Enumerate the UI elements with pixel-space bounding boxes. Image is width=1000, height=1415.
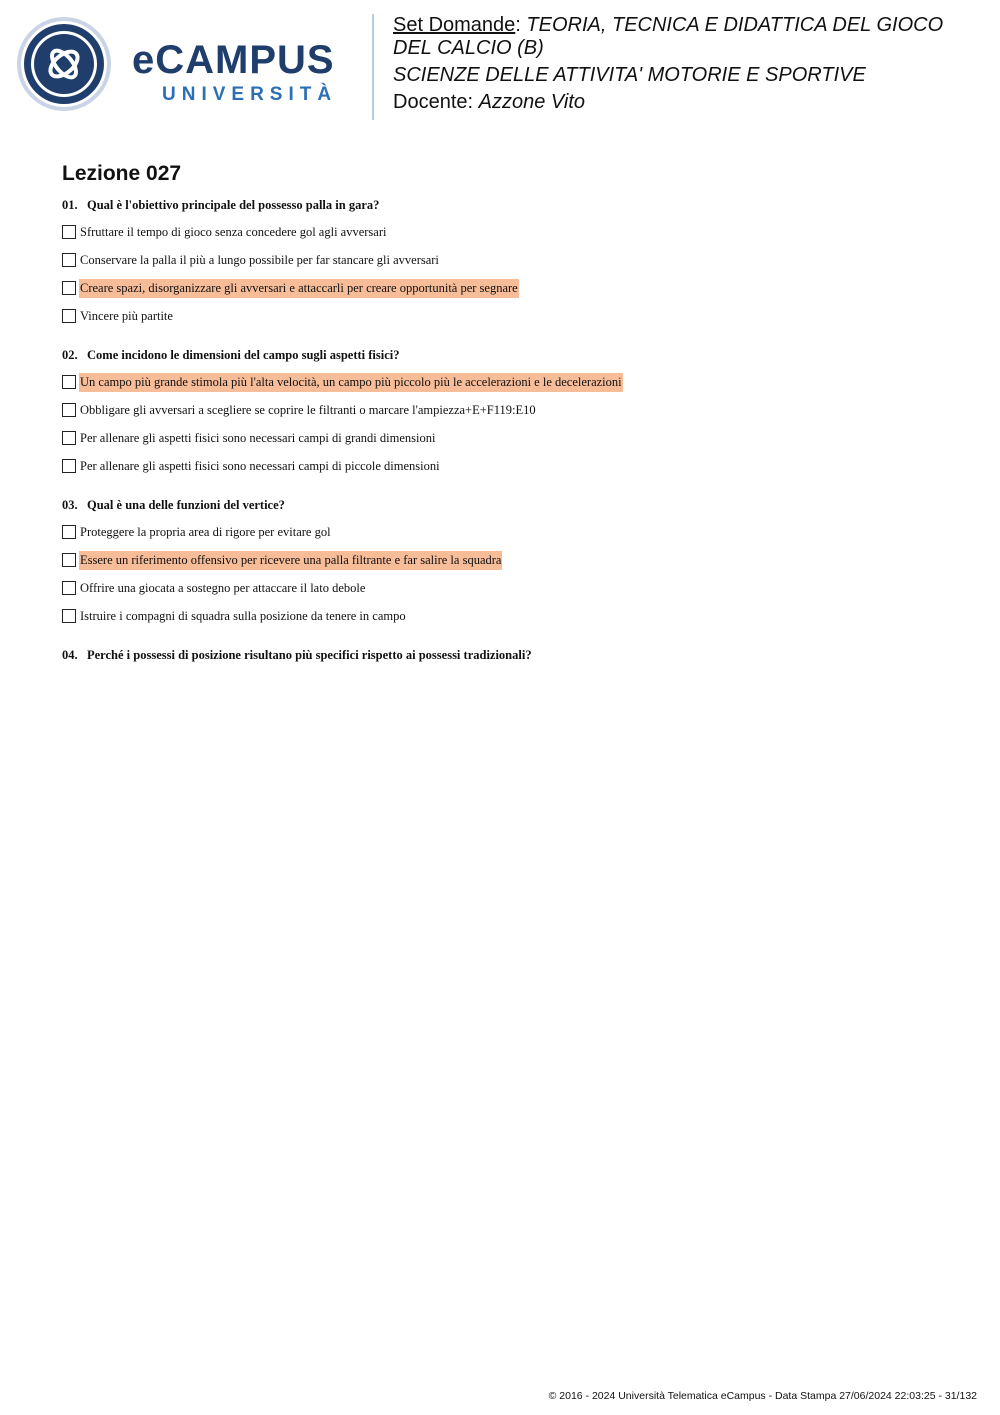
question-4 (62, 648, 962, 663)
question-1 (62, 198, 962, 326)
checkbox-icon[interactable] (62, 553, 76, 567)
question-number: 02. (62, 348, 78, 362)
page-header (0, 0, 1000, 130)
checkbox-icon[interactable] (62, 431, 76, 445)
answer-text-highlighted: Creare spazi, disorganizzare gli avversari e attaccarli per creare opportunità per segnare (79, 279, 519, 298)
answer-option[interactable] (62, 372, 962, 392)
set-title-row: Set Domande: TEORIA, TECNICA E DIDATTICA DEL GIOCO DEL CALCIO (B) (393, 14, 944, 59)
brand-logo (132, 40, 337, 106)
question-text: Qual è una delle funzioni del vertice? (87, 498, 285, 512)
question-title (62, 648, 962, 663)
page-footer: © 2016 - 2024 Università Telematica eCampus - Data Stampa 27/06/2024 22:03:25 - 31/132 (548, 1390, 977, 1402)
answer-text: Offrire una giocata a sostegno per attaccare il lato debole (80, 580, 366, 595)
lesson-title: Lezione 027 (62, 162, 182, 185)
quiz-content (62, 162, 962, 685)
answer-option[interactable] (62, 456, 962, 476)
answer-option[interactable] (62, 306, 962, 326)
answer-option[interactable] (62, 606, 962, 626)
checkbox-icon[interactable] (62, 309, 76, 323)
question-text: Come incidono le dimensioni del campo sugli aspetti fisici? (87, 348, 400, 362)
checkbox-icon[interactable] (62, 525, 76, 539)
question-title (62, 348, 962, 363)
checkbox-icon[interactable] (62, 225, 76, 239)
checkbox-icon[interactable] (62, 375, 76, 389)
question-title (62, 198, 962, 213)
ecampus-seal-icon (16, 16, 112, 112)
question-3 (62, 498, 962, 626)
question-text: Perché i possessi di posizione risultano più specifici rispetto ai possessi tradizionali? (87, 648, 532, 662)
answer-option[interactable] (62, 428, 962, 448)
answer-text: Sfruttare il tempo di gioco senza concedere gol agli avversari (80, 224, 387, 239)
teacher-name: Azzone Vito (478, 91, 585, 113)
answer-option[interactable] (62, 222, 962, 242)
question-list (62, 198, 962, 663)
answer-text: Per allenare gli aspetti fisici sono necessari campi di piccole dimensioni (80, 458, 440, 473)
answer-option[interactable] (62, 400, 962, 420)
question-title (62, 498, 962, 513)
question-2 (62, 348, 962, 476)
question-number: 04. (62, 648, 78, 662)
answer-text-highlighted: Essere un riferimento offensivo per ricevere una palla filtrante e far salire la squadra (79, 551, 502, 570)
set-label: Set Domande (393, 14, 516, 36)
course-row (393, 64, 983, 87)
question-text: Qual è l'obiettivo principale del possesso palla in gara? (87, 198, 380, 212)
answer-text: Per allenare gli aspetti fisici sono necessari campi di grandi dimensioni (80, 430, 436, 445)
answer-text: Vincere più partite (80, 308, 173, 323)
teacher-label: Docente: (393, 91, 474, 113)
checkbox-icon[interactable] (62, 403, 76, 417)
brand-name: eCAMPUS (132, 38, 335, 82)
answer-option[interactable] (62, 278, 962, 298)
teacher-row (393, 91, 983, 114)
set-title: TEORIA, TECNICA E DIDATTICA DEL GIOCO DEL CALCIO (B) (393, 14, 944, 59)
header-info (393, 14, 983, 118)
answer-option[interactable] (62, 550, 962, 570)
answer-text-highlighted: Un campo più grande stimola più l'alta velocità, un campo più piccolo più le accelerazioni e le decelerazioni (79, 373, 623, 392)
checkbox-icon[interactable] (62, 253, 76, 267)
checkbox-icon[interactable] (62, 581, 76, 595)
answer-option[interactable] (62, 250, 962, 270)
checkbox-icon[interactable] (62, 609, 76, 623)
answer-text: Istruire i compagni di squadra sulla posizione da tenere in campo (80, 608, 406, 623)
answer-text: Conservare la palla il più a lungo possibile per far stancare gli avversari (80, 252, 439, 267)
checkbox-icon[interactable] (62, 281, 76, 295)
checkbox-icon[interactable] (62, 459, 76, 473)
header-divider (372, 14, 374, 120)
question-number: 03. (62, 498, 78, 512)
course-name: SCIENZE DELLE ATTIVITA' MOTORIE E SPORTIVE (393, 64, 866, 86)
answer-text: Obbligare gli avversari a scegliere se coprire le filtranti o marcare l'ampiezza+E+F119:E10 (80, 402, 536, 417)
brand-sub: UNIVERSITÀ (162, 84, 338, 105)
answer-option[interactable] (62, 522, 962, 542)
answer-option[interactable] (62, 578, 962, 598)
answer-text: Proteggere la propria area di rigore per evitare gol (80, 524, 331, 539)
question-number: 01. (62, 198, 78, 212)
